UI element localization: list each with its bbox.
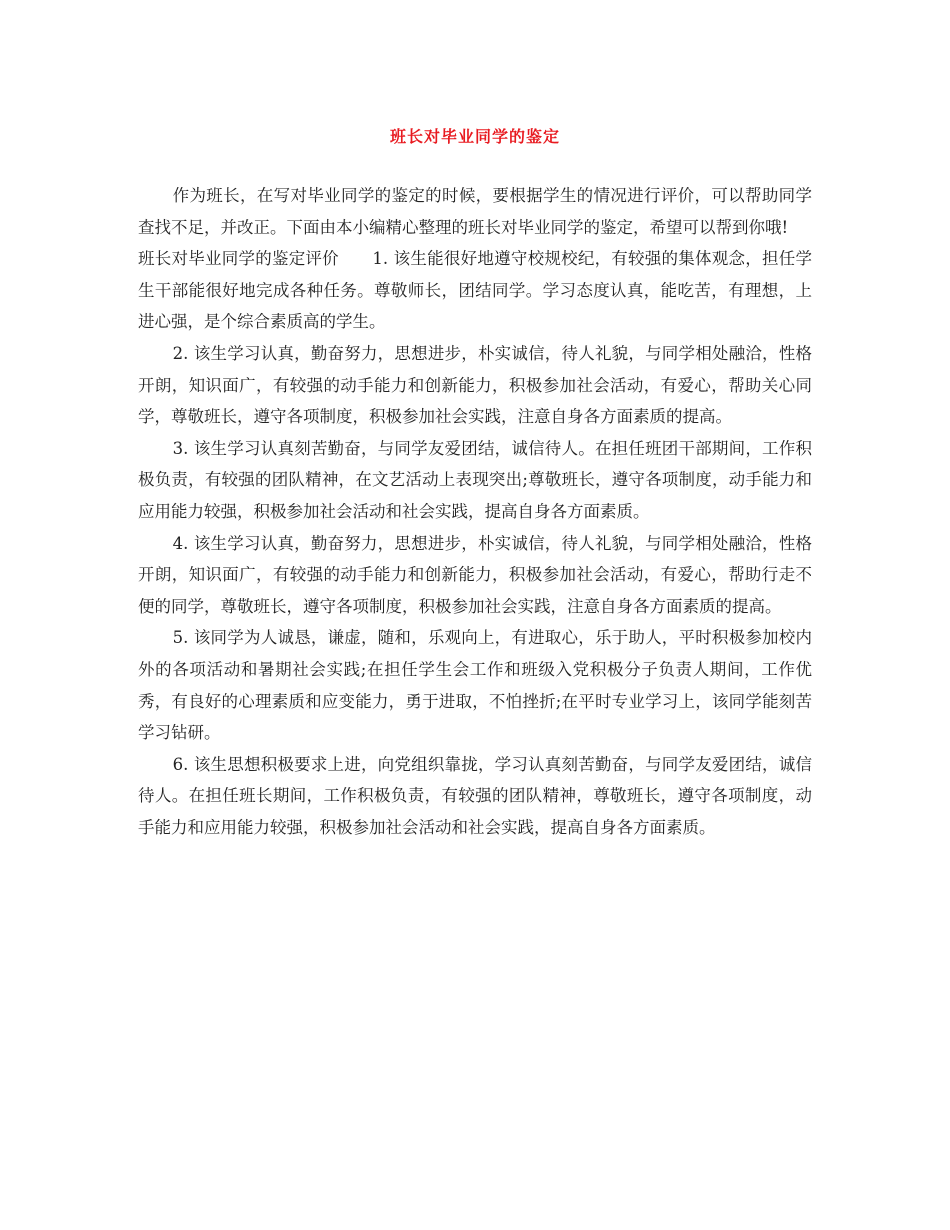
evaluation-item-4: 4. 该生学习认真，勤奋努力，思想进步，朴实诚信，待人礼貌，与同学相处融洽，性格开朗，知识面广，有较强的动手能力和创新能力，积极参加社会活动，有爱心，帮助行走不便的同学，尊敬班长，遵守各项制度，积极参加社会实践，注意自身各方面素质的提高。 xyxy=(138,533,812,616)
section-heading-paragraph: 班长对毕业同学的鉴定评价 1. 该生能很好地遵守校规校纪，有较强的集体观念，担任学生干部能很好地完成各种任务。尊敬师长，团结同学。学习态度认真，能吃苦，有理想，上进心强，是个综合素质高的学生。 xyxy=(138,249,812,332)
evaluation-item-5: 5. 该同学为人诚恳，谦虚，随和，乐观向上，有进取心，乐于助人，平时积极参加校内外的各项活动和暑期社会实践;在担任学生会工作和班级入党积极分子负责人期间，工作优秀，有良好的心理素质和应变能力，勇于进取，不怕挫折;在平时专业学习上，该同学能刻苦学习钻研。 xyxy=(138,628,812,743)
evaluation-item-2: 2. 该生学习认真，勤奋努力，思想进步，朴实诚信，待人礼貌，与同学相处融洽，性格开朗，知识面广，有较强的动手能力和创新能力，积极参加社会活动，有爱心，帮助关心同学，尊敬班长，遵守各项制度，积极参加社会实践，注意自身各方面素质的提高。 xyxy=(138,343,812,427)
evaluation-item-6: 6. 该生思想积极要求上进，向党组织靠拢，学习认真刻苦勤奋，与同学友爱团结，诚信待人。在担任班长期间，工作积极负责，有较强的团队精神，尊敬班长，遵守各项制度，动手能力和应用能力较强，积极参加社会活动和社会实践，提高自身各方面素质。 xyxy=(138,754,812,837)
intro-paragraph: 作为班长，在写对毕业同学的鉴定的时候，要根据学生的情况进行评价，可以帮助同学查找不足，并改正。下面由本小编精心整理的班长对毕业同学的鉴定，希望可以帮到你哦! xyxy=(138,186,812,237)
document-title: 班长对毕业同学的鉴定 xyxy=(389,127,560,146)
evaluation-item-3: 3. 该生学习认真刻苦勤奋，与同学友爱团结，诚信待人。在担任班团干部期间，工作积极负责，有较强的团队精神，在文艺活动上表现突出;尊敬班长，遵守各项制度，动手能力和应用能力较强，积极参加社会活动和社会实践，提高自身各方面素质。 xyxy=(138,438,812,521)
